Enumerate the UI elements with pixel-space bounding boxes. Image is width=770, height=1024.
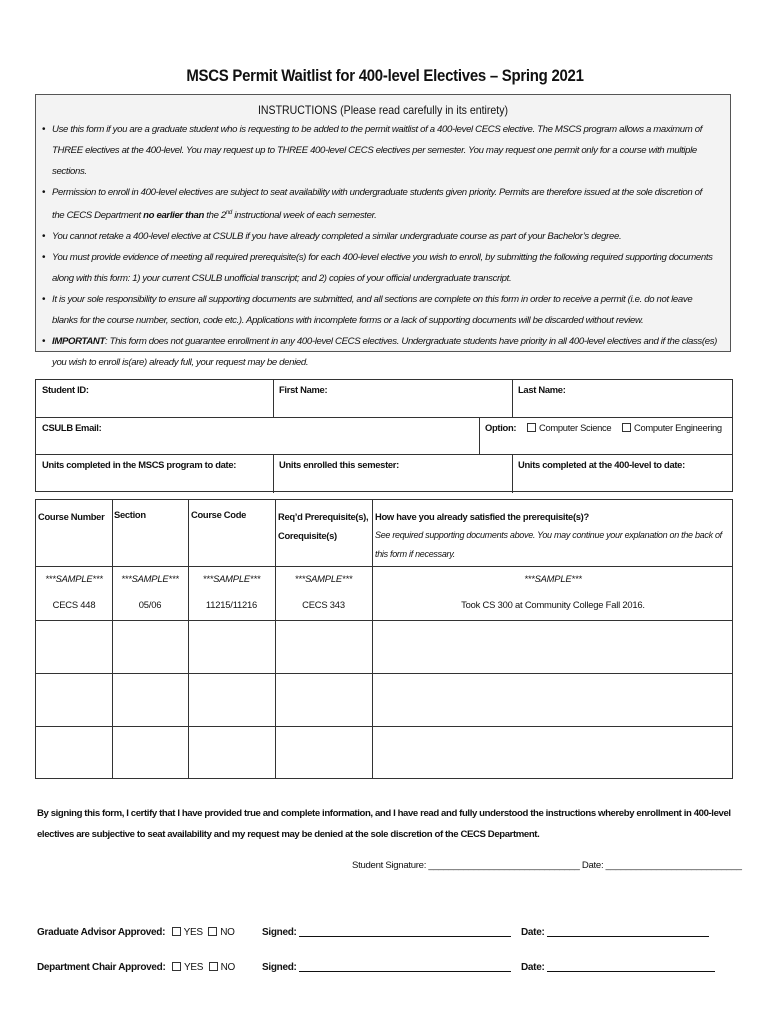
yes-checkbox[interactable] xyxy=(172,962,181,971)
course-row-1[interactable] xyxy=(36,621,734,673)
bullet-icon: • xyxy=(42,252,46,264)
certification-statement: By signing this form, I certify that I have provided true and complete information, and I have read and fully understood the instructions whereby enrollment in 400-level electives are subjective to seat availability and my request may be denied at the sole discretion of the CECS Department. xyxy=(37,808,731,840)
checkbox-icon[interactable] xyxy=(622,423,631,432)
advisor-date[interactable]: Date: xyxy=(521,927,709,938)
sample-marker: ***SAMPLE*** xyxy=(45,573,103,584)
student-signature-line[interactable]: Student Signature: ______________________________ Date: ___________________________ xyxy=(352,860,742,871)
instruction-item: • IMPORTANT: This form does not guarantee enrollment in any 400-level CECS electives. Undergraduate students have priority in all 400-level electives and if the class(es) you wish to enroll is(are) already full, your request may be denied. xyxy=(42,331,724,373)
last-name-field[interactable]: Last Name: xyxy=(518,384,566,395)
sample-prereq: CECS 343 xyxy=(302,599,345,610)
email-field[interactable]: CSULB Email: xyxy=(42,422,102,433)
chair-approval: Department Chair Approved: YES NO xyxy=(37,962,236,973)
bullet-icon: • xyxy=(42,336,46,348)
col-divider xyxy=(273,380,274,417)
col-divider xyxy=(479,417,480,454)
sample-marker: ***SAMPLE*** xyxy=(121,573,179,584)
units-enrolled-field[interactable]: Units enrolled this semester: xyxy=(279,459,399,470)
option-label: Option: xyxy=(485,422,517,433)
header-course-number: Course Number xyxy=(38,511,105,522)
student-info-table xyxy=(35,379,733,492)
sample-course-code: 11215/11216 xyxy=(205,599,258,610)
instruction-item: • You cannot retake a 400-level elective at CSULB if you have already completed a similar undergraduate course as part of your Bachelor’s degree. xyxy=(42,226,724,247)
row-divider xyxy=(36,566,732,567)
instruction-item: • You must provide evidence of meeting all required prerequisite(s) for each 400-level elective you wish to enroll, by submitting the following required supporting documents along with this form: 1) your current CSULB unofficial transcript; and 2) copies of your official undergraduate transcript. xyxy=(42,247,724,289)
instruction-item: • Use this form if you are a graduate student who is requesting to be added to the permit waitlist of a 400-level CECS elective. The MSCS program allows a maximum of THREE electives at the 400-level. You may request up to THREE 400-level CECS electives per semester. You may request one permit only for a course with multiple sections. xyxy=(42,119,724,182)
col-divider xyxy=(273,454,274,493)
bullet-icon: • xyxy=(42,231,46,243)
header-course-code: Course Code xyxy=(191,509,247,520)
bullet-icon: • xyxy=(42,124,46,135)
advisor-signature-line[interactable] xyxy=(299,936,511,937)
row-divider xyxy=(36,417,732,418)
units-400-field[interactable]: Units completed at the 400-level to date: xyxy=(518,459,685,470)
instructions-box xyxy=(35,94,731,369)
instruction-item: • Permission to enroll in 400-level electives are subject to seat availability with undergraduate students given priority. Permits are therefore issued at the sole discretion of the CECS Department no earlier than the 2nd instructional week of each semester. xyxy=(42,182,724,226)
form-title: MSCS Permit Waitlist for 400-level Electives – Spring 2021 xyxy=(186,66,584,85)
advisor-approval: Graduate Advisor Approved: YES NO xyxy=(37,927,235,938)
sample-course-number: CECS 448 xyxy=(52,599,96,610)
instructions-list xyxy=(36,119,730,373)
no-checkbox[interactable] xyxy=(209,962,218,971)
col-divider xyxy=(512,454,513,493)
sample-marker: ***SAMPLE*** xyxy=(524,573,582,584)
course-table xyxy=(35,499,733,779)
sample-marker: ***SAMPLE*** xyxy=(202,573,261,584)
header-prereq: Req’d Prerequisite(s), Corequisite(s) xyxy=(278,511,369,541)
first-name-field[interactable]: First Name: xyxy=(279,384,328,395)
yes-checkbox[interactable] xyxy=(172,927,181,936)
advisor-signed[interactable]: Signed: xyxy=(262,927,511,938)
instructions-heading: INSTRUCTIONS (Please read carefully in its entirety) xyxy=(257,103,509,117)
units-mscs-field[interactable]: Units completed in the MSCS program to date: xyxy=(42,459,237,470)
row-divider xyxy=(36,454,732,455)
option-ce-checkbox[interactable]: Computer Engineering xyxy=(622,422,722,433)
chair-date-line[interactable] xyxy=(547,971,715,972)
sample-marker: ***SAMPLE*** xyxy=(294,573,353,584)
checkbox-icon[interactable] xyxy=(527,423,536,432)
sample-how: Took CS 300 at Community College Fall 2016. xyxy=(461,599,645,610)
chair-signed[interactable]: Signed: xyxy=(262,962,511,973)
student-id-field[interactable]: Student ID: xyxy=(42,384,89,395)
header-how-note: See required supporting documents above. You may continue your explanation on the back of this form if necessary. xyxy=(375,530,722,559)
course-row-2[interactable] xyxy=(36,674,734,726)
no-checkbox[interactable] xyxy=(208,927,217,936)
bullet-icon: • xyxy=(42,294,46,306)
chair-date[interactable]: Date: xyxy=(521,962,715,973)
option-cs-checkbox[interactable]: Computer Science xyxy=(527,422,611,433)
chair-signature-line[interactable] xyxy=(299,971,511,972)
course-row-3[interactable] xyxy=(36,727,734,779)
instruction-item: • It is your sole responsibility to ensure all supporting documents are submitted, and all sections are complete on this form in order to receive a permit (i.e. do not leave blanks for the course number, section, code etc.). Applications with incomplete forms or a lack of supporting documents will be discarded without review. xyxy=(42,289,724,331)
advisor-date-line[interactable] xyxy=(547,936,709,937)
header-how-satisfied: How have you already satisfied the prerequisite(s)? xyxy=(375,511,589,522)
col-divider xyxy=(512,380,513,417)
header-section: Section xyxy=(114,509,146,520)
bullet-icon: • xyxy=(42,187,46,198)
sample-section: 05/06 xyxy=(138,599,162,610)
